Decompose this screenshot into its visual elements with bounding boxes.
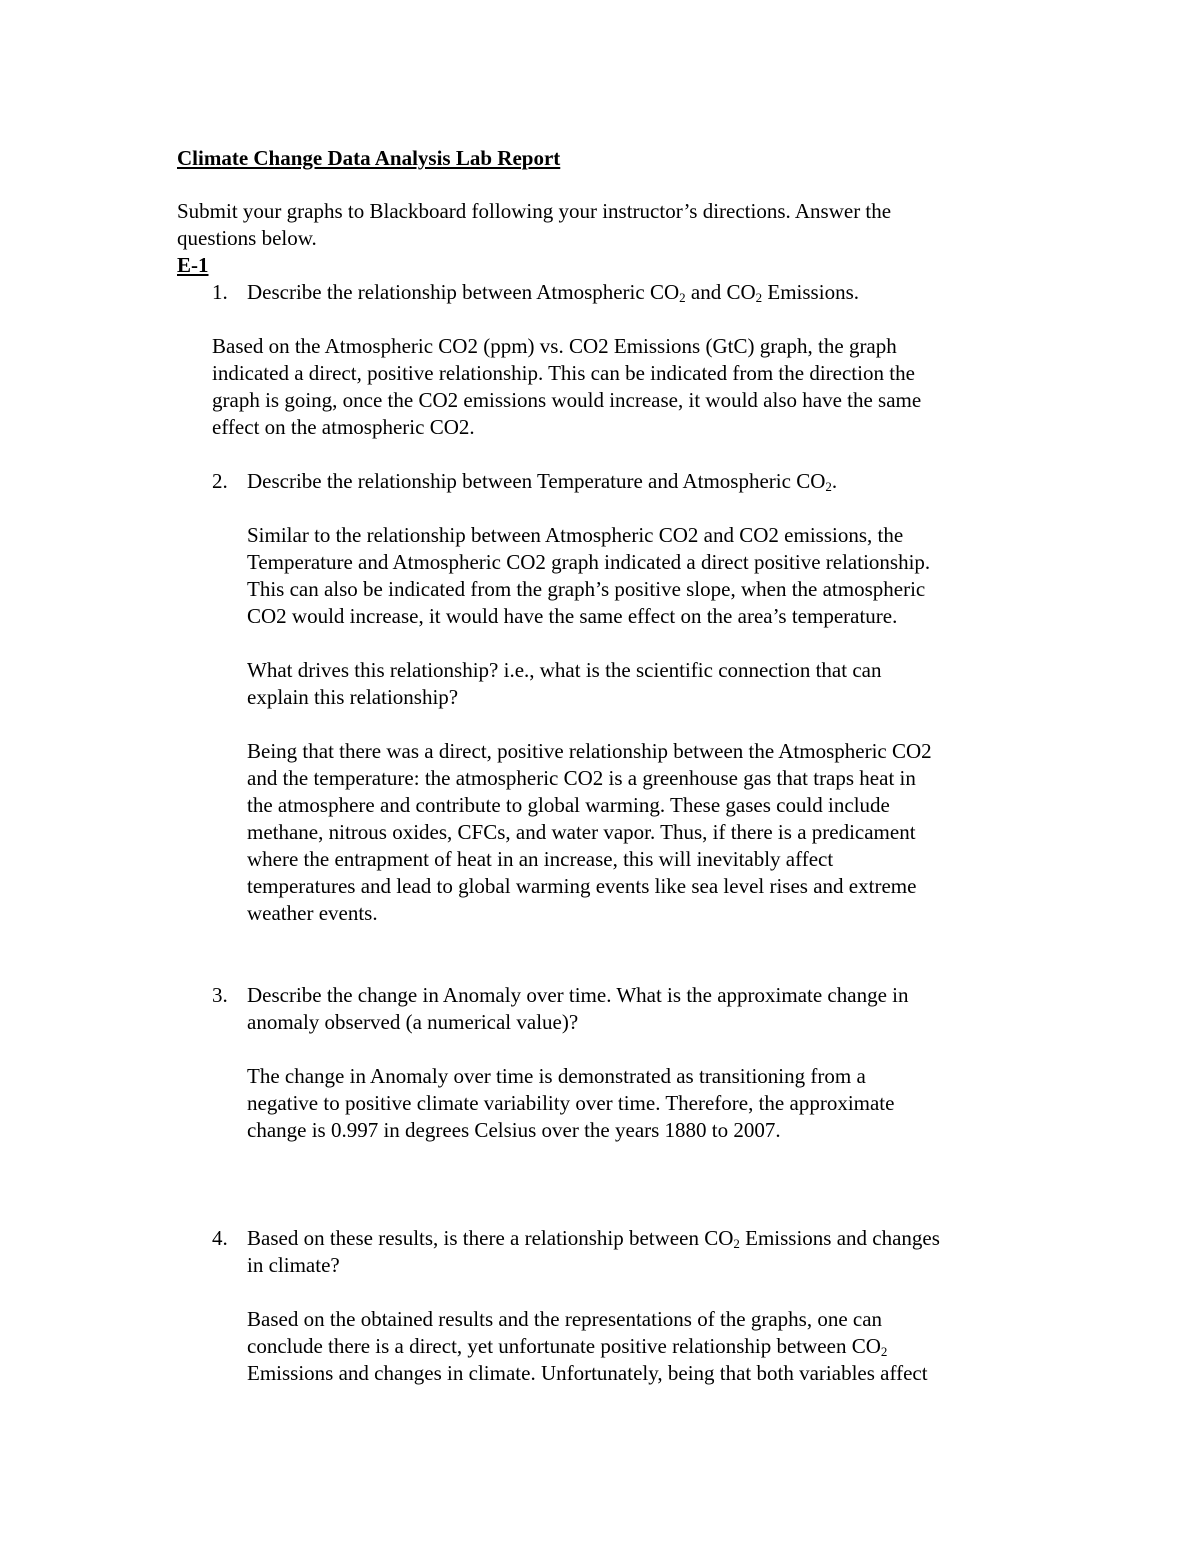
q2-followup-answer-line-1: Being that there was a direct, positive relationship between the Atmospheric CO2 bbox=[247, 739, 932, 763]
q3-answer-line-2: negative to positive climate variability over time. Therefore, the approximate bbox=[247, 1091, 895, 1115]
intro-line-1: Submit your graphs to Blackboard following your instructor’s directions. Answer the bbox=[177, 199, 892, 223]
q4-answer-line-1: Based on the obtained results and the representations of the graphs, one can bbox=[247, 1307, 883, 1331]
q2-followup-answer-line-6: temperatures and lead to global warming events like sea level rises and extreme bbox=[247, 874, 917, 898]
q2-question: Describe the relationship between Temperature and Atmospheric $CO_2$. bbox=[247, 469, 838, 494]
q2-followup-answer-line-7: weather events. bbox=[247, 901, 378, 925]
intro-line-2: questions below. bbox=[177, 226, 317, 250]
q4-number: 4. bbox=[212, 1226, 228, 1250]
q4-answer-line-3: Emissions and changes in climate. Unfortunately, being that both variables affect bbox=[247, 1361, 928, 1385]
q3-number: 3. bbox=[212, 983, 228, 1007]
q2-answer-line-3: This can also be indicated from the graph’s positive slope, when the atmospheric bbox=[247, 577, 926, 601]
q1-answer-line-2: indicated a direct, positive relationship. This can be indicated from the direction the bbox=[212, 361, 915, 385]
q1-number: 1. bbox=[212, 280, 228, 304]
q4-question-line-1: Based on these results, is there a relationship between $CO_2$ Emissions and changes bbox=[247, 1226, 940, 1251]
q4-question-line-2: in climate? bbox=[247, 1253, 340, 1277]
document-title: Climate Change Data Analysis Lab Report bbox=[177, 146, 561, 170]
q3-question-line-2: anomaly observed (a numerical value)? bbox=[247, 1010, 579, 1034]
q2-followup-answer-line-4: methane, nitrous oxides, CFCs, and water vapor. Thus, if there is a predicament bbox=[247, 820, 916, 844]
q4-answer-line-2: conclude there is a direct, yet unfortunate positive relationship between $CO_2$ bbox=[247, 1334, 888, 1359]
q3-answer-line-3: change is 0.997 in degrees Celsius over the years 1880 to 2007. bbox=[247, 1118, 781, 1142]
q3-answer-line-1: The change in Anomaly over time is demonstrated as transitioning from a bbox=[247, 1064, 866, 1088]
q2-followup-line-2: explain this relationship? bbox=[247, 685, 459, 709]
q1-question: Describe the relationship between Atmospheric $CO_2$ and $CO_2$ Emissions. bbox=[247, 280, 859, 305]
q1-answer-line-3: graph is going, once the CO2 emissions would increase, it would also have the same bbox=[212, 388, 922, 412]
q2-number: 2. bbox=[212, 469, 228, 493]
q2-followup-answer-line-3: the atmosphere and contribute to global warming. These gases could include bbox=[247, 793, 890, 817]
q2-followup-answer-line-2: and the temperature: the atmospheric CO2 is a greenhouse gas that traps heat in bbox=[247, 766, 916, 790]
q3-question-line-1: Describe the change in Anomaly over time. What is the approximate change in bbox=[247, 983, 909, 1007]
q1-answer-line-4: effect on the atmospheric CO2. bbox=[212, 415, 475, 439]
q2-answer-line-4: CO2 would increase, it would have the same effect on the area’s temperature. bbox=[247, 604, 898, 628]
q2-followup-answer-line-5: where the entrapment of heat in an increase, this will inevitably affect bbox=[247, 847, 834, 871]
q2-answer-line-2: Temperature and Atmospheric CO2 graph indicated a direct positive relationship. bbox=[247, 550, 931, 574]
q1-answer-line-1: Based on the Atmospheric CO2 (ppm) vs. CO2 Emissions (GtC) graph, the graph bbox=[212, 334, 897, 358]
q2-followup-line-1: What drives this relationship? i.e., what is the scientific connection that can bbox=[247, 658, 882, 682]
section-heading: E-1 bbox=[177, 253, 209, 277]
q2-answer-line-1: Similar to the relationship between Atmospheric CO2 and CO2 emissions, the bbox=[247, 523, 904, 547]
